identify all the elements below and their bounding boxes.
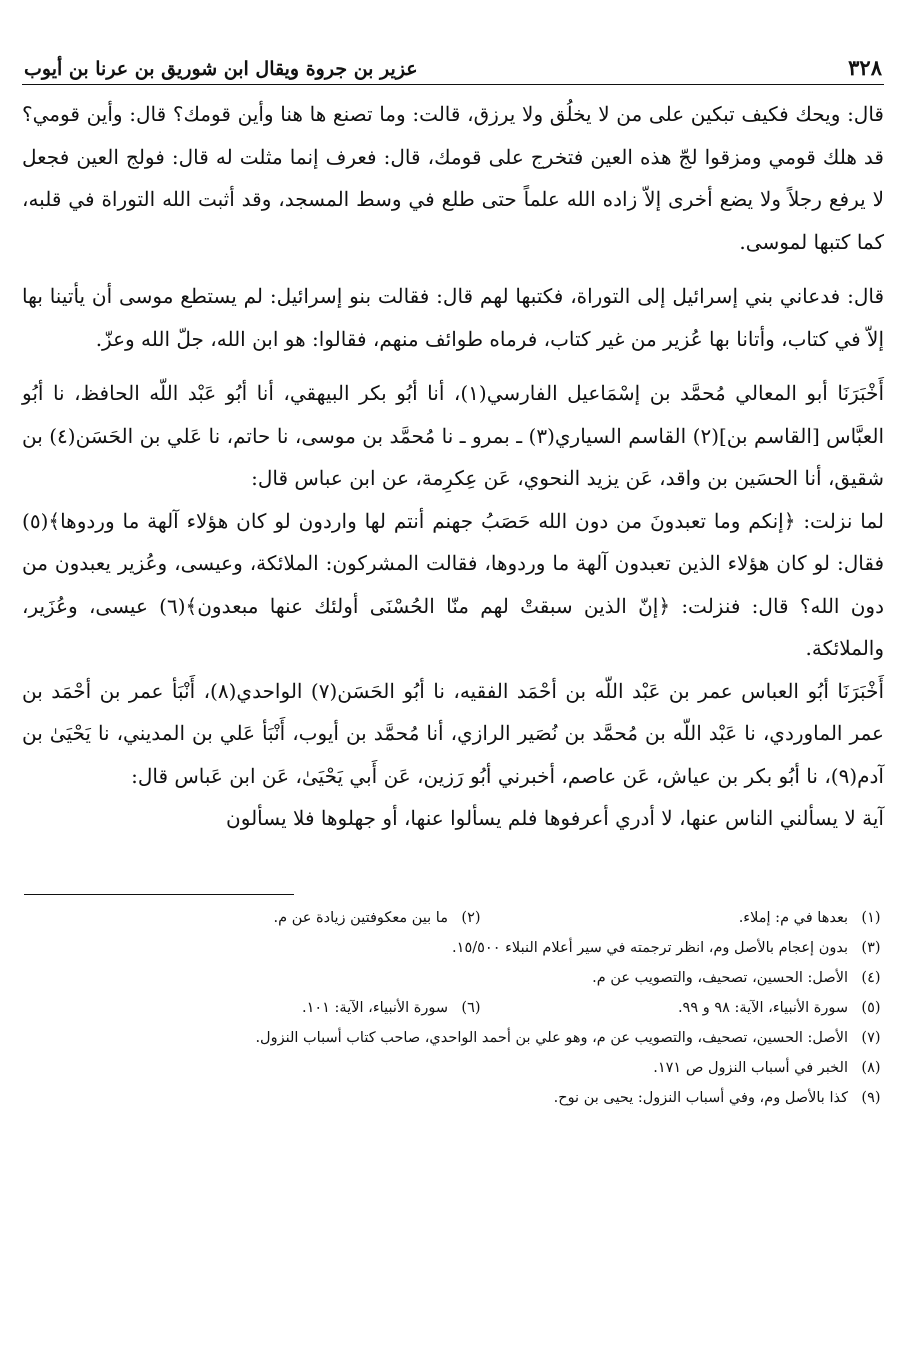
footnote-row [22,1083,884,1113]
footnote-text: الأصل: الحسين، تصحيف، والتصويب عن م، وهو علي بن أحمد الواحدي، صاحب كتاب أسباب النزول. [255,1029,848,1046]
page-header [22,40,884,85]
main-text [22,93,884,840]
paragraph: قال: فدعاني بني إسرائيل إلى التوراة، فكتبها لهم قال: فقالت بنو إسرائيل: لم يستطع موسى أن يأتينا بها إلاّ في كتاب، وأتانا بها عُزير من غير كتاب، فرماه طوائف منهم، فقالوا: هو ابن الله، جلّ الله وعزّ. [22,284,884,351]
footnote-text: سورة الأنبياء، الآية: ٩٨ و ٩٩. [677,999,848,1016]
footnote-number: (٧) [861,1029,881,1046]
footnote-text: سورة الأنبياء، الآية: ١٠١. [301,999,448,1016]
running-title: عزير بن جروة ويقال ابن شوريق بن عرنا بن أيوب [24,58,418,80]
footnote-number: (٢) [461,909,481,926]
footnote-number: (٤) [861,969,881,986]
footnote-text: بعدها في م: إملاء. [738,909,848,926]
footnote-text: الخبر في أسباب النزول ص ١٧١. [653,1059,848,1076]
footnote-number: (٦) [461,999,481,1016]
footnote-text: كذا بالأصل وم، وفي أسباب النزول: يحيى بن نوح. [553,1089,848,1106]
page-number: ٣٢٨ [848,55,882,80]
footnote-number: (٣) [861,939,881,956]
footnote-row [22,993,884,1023]
paragraph: قال: ويحك فكيف تبكين على من لا يخلُق ولا يرزق، قالت: وما تصنع ها هنا وأين قومك؟ قال: وأين قومي؟ قد هلك قومي ومزقوا لجّ هذه العين فتخرج على قومك، قال: فعرف إنما مثلت له قال: فولج العين فجعل لا يرفع رجلاً ولا يضع أخرى إلاّ زاده الله علماً حتى طلع في وسط المسجد، وقد أثبت الله التوراة في قلبه، كما كتبها لموسى. [22,102,884,254]
footnote-text: بدون إعجام بالأصل وم، انظر ترجمته في سير أعلام النبلاء ١٥/٥٠٠. [452,939,848,956]
footnote-row [22,1053,884,1083]
footnote-row [22,903,884,933]
footnote-number: (٩) [861,1089,881,1106]
footnote-number: (٨) [861,1059,881,1076]
footnote-number: (١) [861,909,881,926]
footnote-text: الأصل: الحسين، تصحيف، والتصويب عن م. [592,969,848,986]
footnote-row [22,1023,884,1053]
paragraph: أَخْبَرَنَا أبو المعالي مُحمَّد بن إسْمَاعيل الفارسي(١)، أنا أبُو بكر البيهقي، أنا أبُو عَبْد اللّه الحافظ، نا أبُو العبَّاس [القاسم بن](٢) القاسم السياري(٣) ـ بمرو ـ نا مُحمَّد بن موسى، نا حاتم، نا عَلي بن الحَسَن(٤) بن شقيق، أنا الحسَين بن واقد، عَن يزيد النحوي، عَن عِكرِمة، عن ابن عباس قال: [22,381,885,490]
footnote-row [22,963,884,993]
footnote-row [22,933,884,963]
paragraph: لما نزلت: ﴿إنكم وما تعبدونَ من دون الله حَصَبُ جهنم أنتم لها واردون لو كان هؤلاء آلهة ما وردوها﴾(٥) فقال: لو كان هؤلاء الذين تعبدون آلهة ما وردوها، فقالت المشركون: الملائكة، وعيسى، وعُزير يعبدون من دون الله؟ قال: فنزلت: ﴿إنّ الذين سبقتْ لهم منّا الحُسْنَى أولئك عنها مبعدون﴾(٦) عيسى، وعُزَير، والملائكة. [22,508,885,660]
book-page [22,40,884,1113]
footnote-separator [24,894,294,895]
footnote-text: ما بين معكوفتين زيادة عن م. [273,909,448,926]
paragraph: آية لا يسألني الناس عنها، لا أدري أعرفوها فلم يسألوا عنها، أو جهلوها فلا يسألون [226,806,884,830]
paragraph: أَخْبَرَنَا أبُو العباس عمر بن عَبْد اللّه بن أحْمَد الفقيه، نا أبُو الحَسَن(٧) الواحدي(٨)، أَنْبَأ عمر بن أحْمَد بن عمر الماوردي، نا عَبْد اللّه بن مُحمَّد بن نُصَير الرازي، أنا مُحمَّد بن أيوب، أَنْبَأ عَلي بن المديني، نا يَحْيَىٰ بن آدم(٩)، نا أبُو بكر بن عياش، عَن عاصم، أخبرني أبُو رَزين، عَن أَبي يَحْيَىٰ، عَن ابن عَباس قال: [22,678,884,788]
footnote-number: (٥) [861,999,881,1016]
footnotes [22,903,884,1113]
